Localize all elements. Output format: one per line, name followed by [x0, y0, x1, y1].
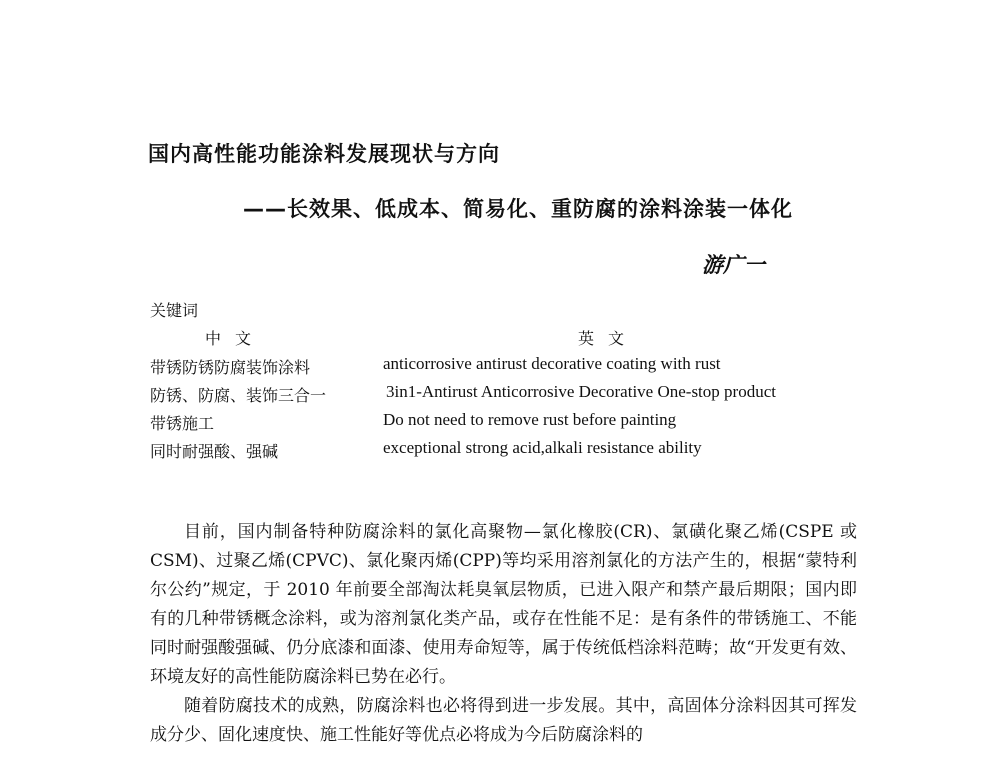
- keyword-zh-4: 同时耐强酸、强碱: [150, 442, 279, 461]
- keyword-zh-1: 带锈防锈防腐装饰涂料: [150, 358, 311, 377]
- body-paragraph: 目前，国内制备特种防腐涂料的氯化高聚物—氯化橡胶(CR)、氯磺化聚乙烯(CSPE 或 CSM)、过聚乙烯(CPVC)、氯化聚丙烯(CPP)等均采用溶剂氯化的方法产生的，根据“蒙特利尔公约”规定，于 2010 年前要全部淘汰耗臭氧层物质，已进入限产和禁产最后期限；国内即有的几种带锈概念涂料，或为溶剂氯化类产品，或存在性能不足：是有条件的带锈施工、不能同时耐强酸强碱、仍分底漆和面漆、使用寿命短等，属于传统低档涂料范畴；故“开发更有效、环境友好的高性能防腐涂料已势在必行。: [150, 522, 857, 687]
- keywords-label: 关键词: [150, 301, 199, 320]
- keyword-en-2: 3in1-Antirust Anticorrosive Decorative One-stop product: [386, 382, 776, 401]
- article-title: 国内高性能功能涂料发展现状与方向: [148, 142, 500, 166]
- body-paragraph: 随着防腐技术的成熟，防腐涂料也必将得到进一步发展。其中，高固体分涂料因其可挥发成分少、固化速度快、施工性能好等优点必将成为今后防腐涂料的: [150, 696, 857, 745]
- keyword-en-4: exceptional strong acid,alkali resistance ability: [383, 438, 702, 457]
- author-name: 游广一: [702, 253, 765, 277]
- keywords-english-header: 英文: [578, 329, 639, 348]
- keywords-chinese-header: 中文: [205, 329, 266, 348]
- keyword-en-1: anticorrosive antirust decorative coating with rust: [383, 354, 721, 373]
- keyword-en-3: Do not need to remove rust before painting: [383, 410, 677, 429]
- keyword-zh-2: 防锈、防腐、装饰三合一: [150, 386, 327, 405]
- keyword-zh-3: 带锈施工: [150, 414, 215, 433]
- article-body: [150, 518, 857, 750]
- article-subtitle: ——长效果、低成本、简易化、重防腐的涂料涂装一体化: [243, 197, 793, 221]
